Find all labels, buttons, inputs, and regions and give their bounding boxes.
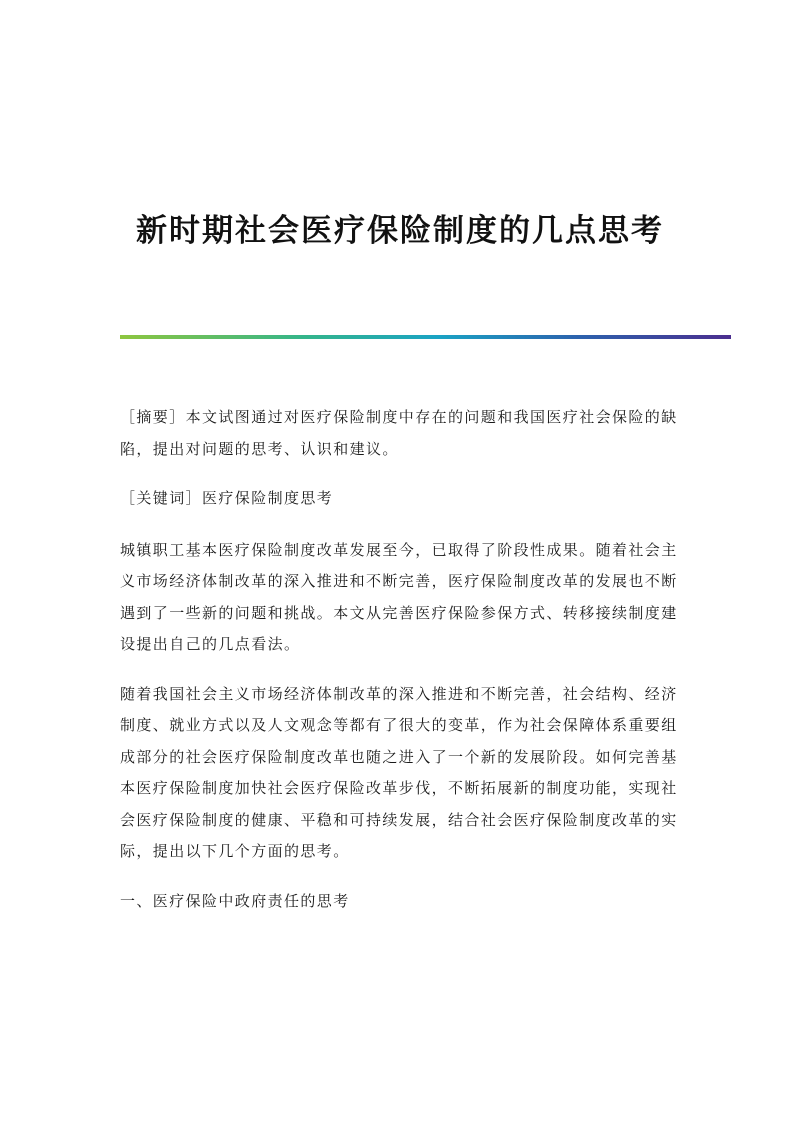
- section-heading: 一、医疗保险中政府责任的思考: [120, 891, 350, 910]
- title-divider: [120, 335, 731, 339]
- document-body: [120, 402, 680, 935]
- document-title: 新时期社会医疗保险制度的几点思考: [136, 212, 664, 249]
- keywords-paragraph: ［关键词］医疗保险制度思考: [120, 489, 334, 507]
- body-paragraph-2: 随着我国社会主义市场经济体制改革的深入推进和不断完善，社会结构、经济制度、就业方式以及人文观念等都有了很大的变革，作为社会保障体系重要组成部分的社会医疗保险制度改革也随之进入了一个新的发展阶段。如何完善基本医疗保险制度加快社会医疗保险改革步伐，不断拓展新的制度功能，实现社会医疗保险制度的健康、平稳和可持续发展，结合社会医疗保险制度改革的实际，提出以下几个方面的思考。: [120, 684, 678, 860]
- body-paragraph-1: 城镇职工基本医疗保险制度改革发展至今，已取得了阶段性成果。随着社会主义市场经济体制改革的深入推进和不断完善，医疗保险制度改革的发展也不断遇到了一些新的问题和挑战。本文从完善医疗保险参保方式、转移接续制度建设提出自己的几点看法。: [120, 540, 678, 653]
- abstract-paragraph: ［摘要］本文试图通过对医疗保险制度中存在的问题和我国医疗社会保险的缺陷，提出对问题的思考、认识和建议。: [120, 408, 678, 458]
